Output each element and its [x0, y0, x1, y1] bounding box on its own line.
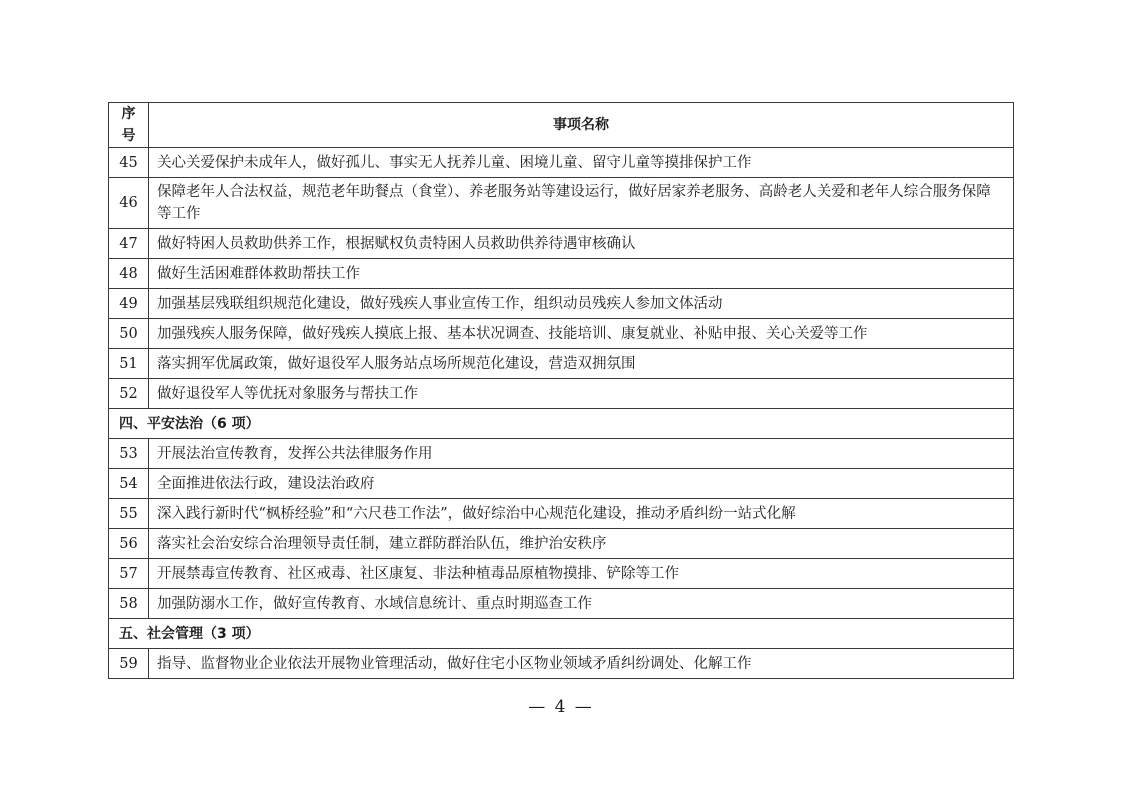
- item-number: 50: [109, 319, 149, 349]
- item-number: 52: [109, 379, 149, 409]
- table-row: [109, 379, 1014, 409]
- table-row: [109, 589, 1014, 619]
- table-header-row: [109, 103, 1014, 148]
- item-name: 加强基层残联组织规范化建设，做好残疾人事业宣传工作，组织动员残疾人参加文体活动: [149, 289, 1014, 319]
- item-number: 45: [109, 148, 149, 178]
- table-row: [109, 349, 1014, 379]
- item-number: 53: [109, 439, 149, 469]
- header-number: 序号: [109, 103, 149, 148]
- item-number: 47: [109, 229, 149, 259]
- item-name: 关心关爱保护未成年人，做好孤儿、事实无人抚养儿童、困境儿童、留守儿童等摸排保护工作: [149, 148, 1014, 178]
- item-name: 落实拥军优属政策，做好退役军人服务站点场所规范化建设，营造双拥氛围: [149, 349, 1014, 379]
- item-number: 49: [109, 289, 149, 319]
- table-row: [109, 178, 1014, 229]
- item-number: 48: [109, 259, 149, 289]
- table-row: [109, 319, 1014, 349]
- table-row: [109, 499, 1014, 529]
- section-row: [109, 409, 1014, 439]
- item-name: 落实社会治安综合治理领导责任制，建立群防群治队伍，维护治安秩序: [149, 529, 1014, 559]
- table-row: [109, 529, 1014, 559]
- table-row: [109, 259, 1014, 289]
- item-name: 开展法治宣传教育，发挥公共法律服务作用: [149, 439, 1014, 469]
- table-row: [109, 229, 1014, 259]
- table-row: [109, 469, 1014, 499]
- table-row: [109, 148, 1014, 178]
- item-name: 加强防溺水工作，做好宣传教育、水域信息统计、重点时期巡查工作: [149, 589, 1014, 619]
- section-row: [109, 619, 1014, 649]
- item-name: 做好特困人员救助供养工作，根据赋权负责特困人员救助供养待遇审核确认: [149, 229, 1014, 259]
- item-name: 加强残疾人服务保障，做好残疾人摸底上报、基本状况调查、技能培训、康复就业、补贴申报、关心关爱等工作: [149, 319, 1014, 349]
- item-number: 59: [109, 649, 149, 679]
- item-name: 全面推进依法行政，建设法治政府: [149, 469, 1014, 499]
- items-table: [108, 102, 1014, 679]
- table-body: [109, 148, 1014, 679]
- page-number: — 4 —: [528, 697, 594, 717]
- table-row: [109, 439, 1014, 469]
- item-name: 做好生活困难群体救助帮扶工作: [149, 259, 1014, 289]
- item-name: 指导、监督物业企业依法开展物业管理活动，做好住宅小区物业领域矛盾纠纷调处、化解工作: [149, 649, 1014, 679]
- item-number: 51: [109, 349, 149, 379]
- header-item-name: 事项名称: [149, 103, 1014, 148]
- item-name: 开展禁毒宣传教育、社区戒毒、社区康复、非法种植毒品原植物摸排、铲除等工作: [149, 559, 1014, 589]
- table-row: [109, 649, 1014, 679]
- item-name: 深入践行新时代“枫桥经验”和“六尺巷工作法”，做好综治中心规范化建设，推动矛盾纠纷一站式化解: [149, 499, 1014, 529]
- table-row: [109, 559, 1014, 589]
- item-name: 保障老年人合法权益，规范老年助餐点（食堂）、养老服务站等建设运行，做好居家养老服务、高龄老人关爱和老年人综合服务保障等工作: [149, 178, 1014, 229]
- section-title: 五、社会管理（3 项）: [109, 619, 1014, 649]
- section-title: 四、平安法治（6 项）: [109, 409, 1014, 439]
- item-number: 56: [109, 529, 149, 559]
- item-number: 46: [109, 178, 149, 229]
- item-number: 57: [109, 559, 149, 589]
- item-number: 54: [109, 469, 149, 499]
- table-row: [109, 289, 1014, 319]
- item-name: 做好退役军人等优抚对象服务与帮扶工作: [149, 379, 1014, 409]
- item-number: 55: [109, 499, 149, 529]
- item-number: 58: [109, 589, 149, 619]
